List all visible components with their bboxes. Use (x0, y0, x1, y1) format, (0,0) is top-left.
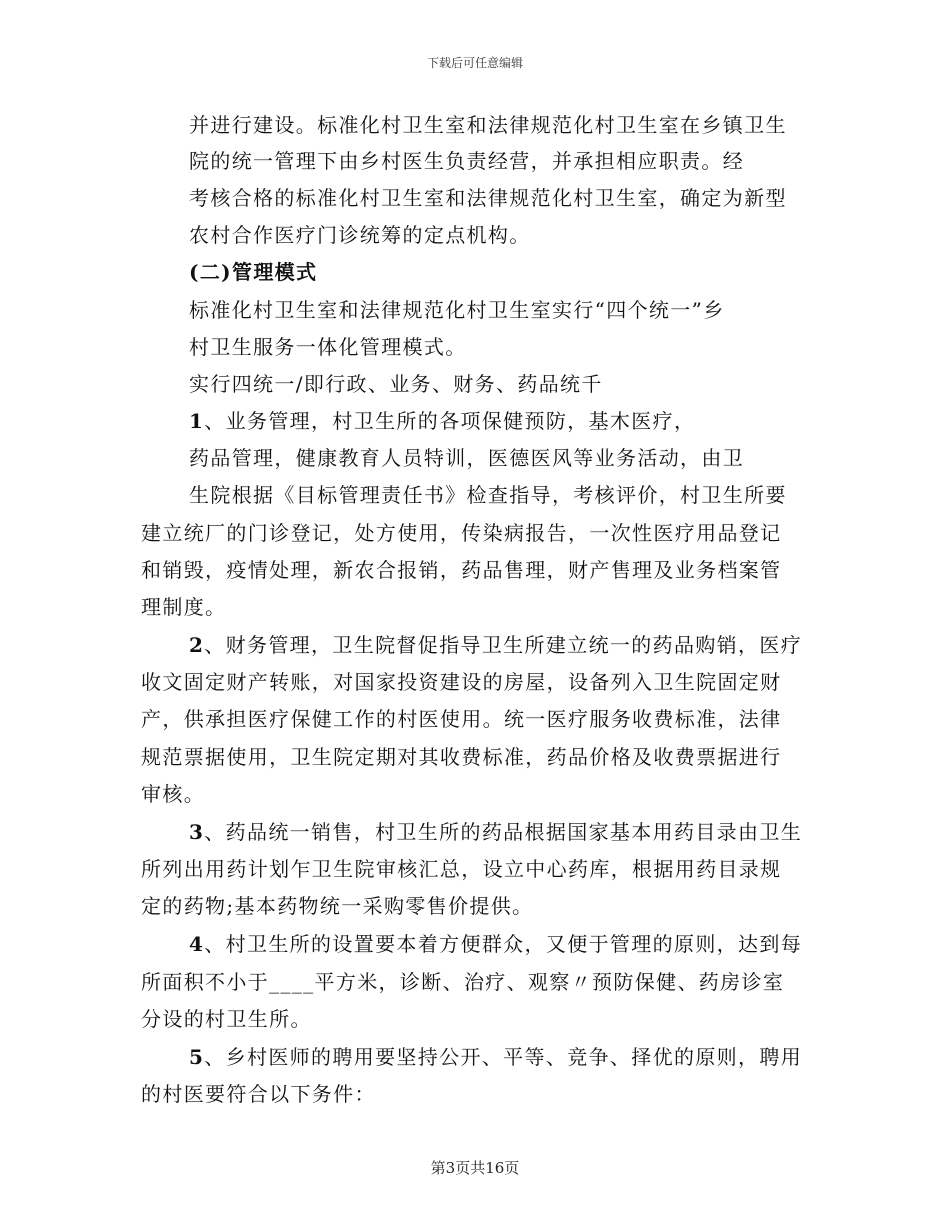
text-line: 收文固定财产转账，对国家投资建设的房屋，设备列入卫生院固定财 (141, 670, 782, 694)
item-number: 4 (189, 932, 205, 956)
text-line: 建立统厂的门诊登记，处方使用，传染病报告，一次性医疗用品登记 (141, 521, 782, 545)
text-line: 审核。 (141, 782, 206, 806)
text-line: 产，供承担医疗保健工作的村医使用。统一医疗服务收费标准，法律 (141, 707, 782, 731)
text-line: 分设的村卫生所。 (141, 1007, 312, 1031)
text-line: 考核合格的标准化村卫生室和法律规范化村卫生室，确定为新型 (189, 186, 787, 210)
text-line: 并进行建设。标准化村卫生室和法律规范化村卫生室在乡镇卫生 (189, 113, 787, 137)
item-text: 、药品统一销售，村卫生所的药品根据国家基本用药目录由卫生 (204, 820, 803, 844)
list-item-5 (189, 1039, 802, 1075)
text-line: 药品管理，健康教育人员特训，医德医风等业务活动，由卫 (189, 446, 745, 470)
text-line: 规范票据使用，卫生院定期对其收费标准，药品价格及收费票据进行 (141, 745, 782, 769)
text-line: 的村医要符合以下务件： (141, 1082, 376, 1106)
text-line: 村卫生服务一体化管理模式。 (189, 335, 467, 359)
text-line: 所面积不小于____平方米，诊断、治疗、观察〃预防保健、药房诊室 (141, 970, 785, 994)
text-line: 农村合作医疗门诊统筹的定点机构。 (189, 223, 531, 247)
list-item-2 (189, 627, 802, 663)
page-footer: 第3页共16页 (430, 1159, 520, 1177)
list-item-4 (189, 926, 802, 962)
item-text: 、财务管理，卫生院督促指导卫生所建立统一的药品购销，医疗 (204, 633, 803, 657)
item-text: 、业务管理，村卫生所的各项保健预防，基木医疗， (204, 409, 696, 433)
text-line: 理制度。 (141, 595, 227, 619)
item-text: 、乡村医师的聘用要坚持公开、平等、竞争、择优的原则，聘用 (204, 1045, 803, 1069)
item-text: 、村卫生所的设置要本着方便群众，又便于管理的原则，达到每 (204, 932, 803, 956)
text-line: 所列出用药计划乍卫生院审核汇总，设立中心药库，根据用药目录规 (141, 857, 782, 881)
text-line: 定的药物;基本药物统一采购零售价提供。 (141, 894, 534, 918)
section-heading: (二)管理模式 (189, 260, 318, 284)
item-number: 3 (189, 820, 205, 844)
text-line: 实行四统一/即行政、业务、财务、药品统千 (189, 372, 603, 396)
text-line: 院的统一管理下由乡村医生负责经营，并承担相应职责。经 (189, 149, 745, 173)
page-header: 下载后可任意编辑 (426, 56, 523, 70)
text-line: 生院根据《目标管理责任书》检查指导，考核评价，村卫生所要 (189, 483, 787, 507)
text-line: 和销毁，疫情处理，新农合报销，药品售理，财产售理及业务档案管 (141, 558, 782, 582)
item-number: 2 (189, 633, 205, 657)
item-number: 1 (189, 409, 205, 433)
text-line: 标准化村卫生室和法律规范化村卫生室实行“四个统一”乡 (189, 298, 725, 322)
item-number: 5 (189, 1045, 205, 1069)
list-item-1 (189, 403, 695, 439)
list-item-3 (189, 814, 802, 850)
